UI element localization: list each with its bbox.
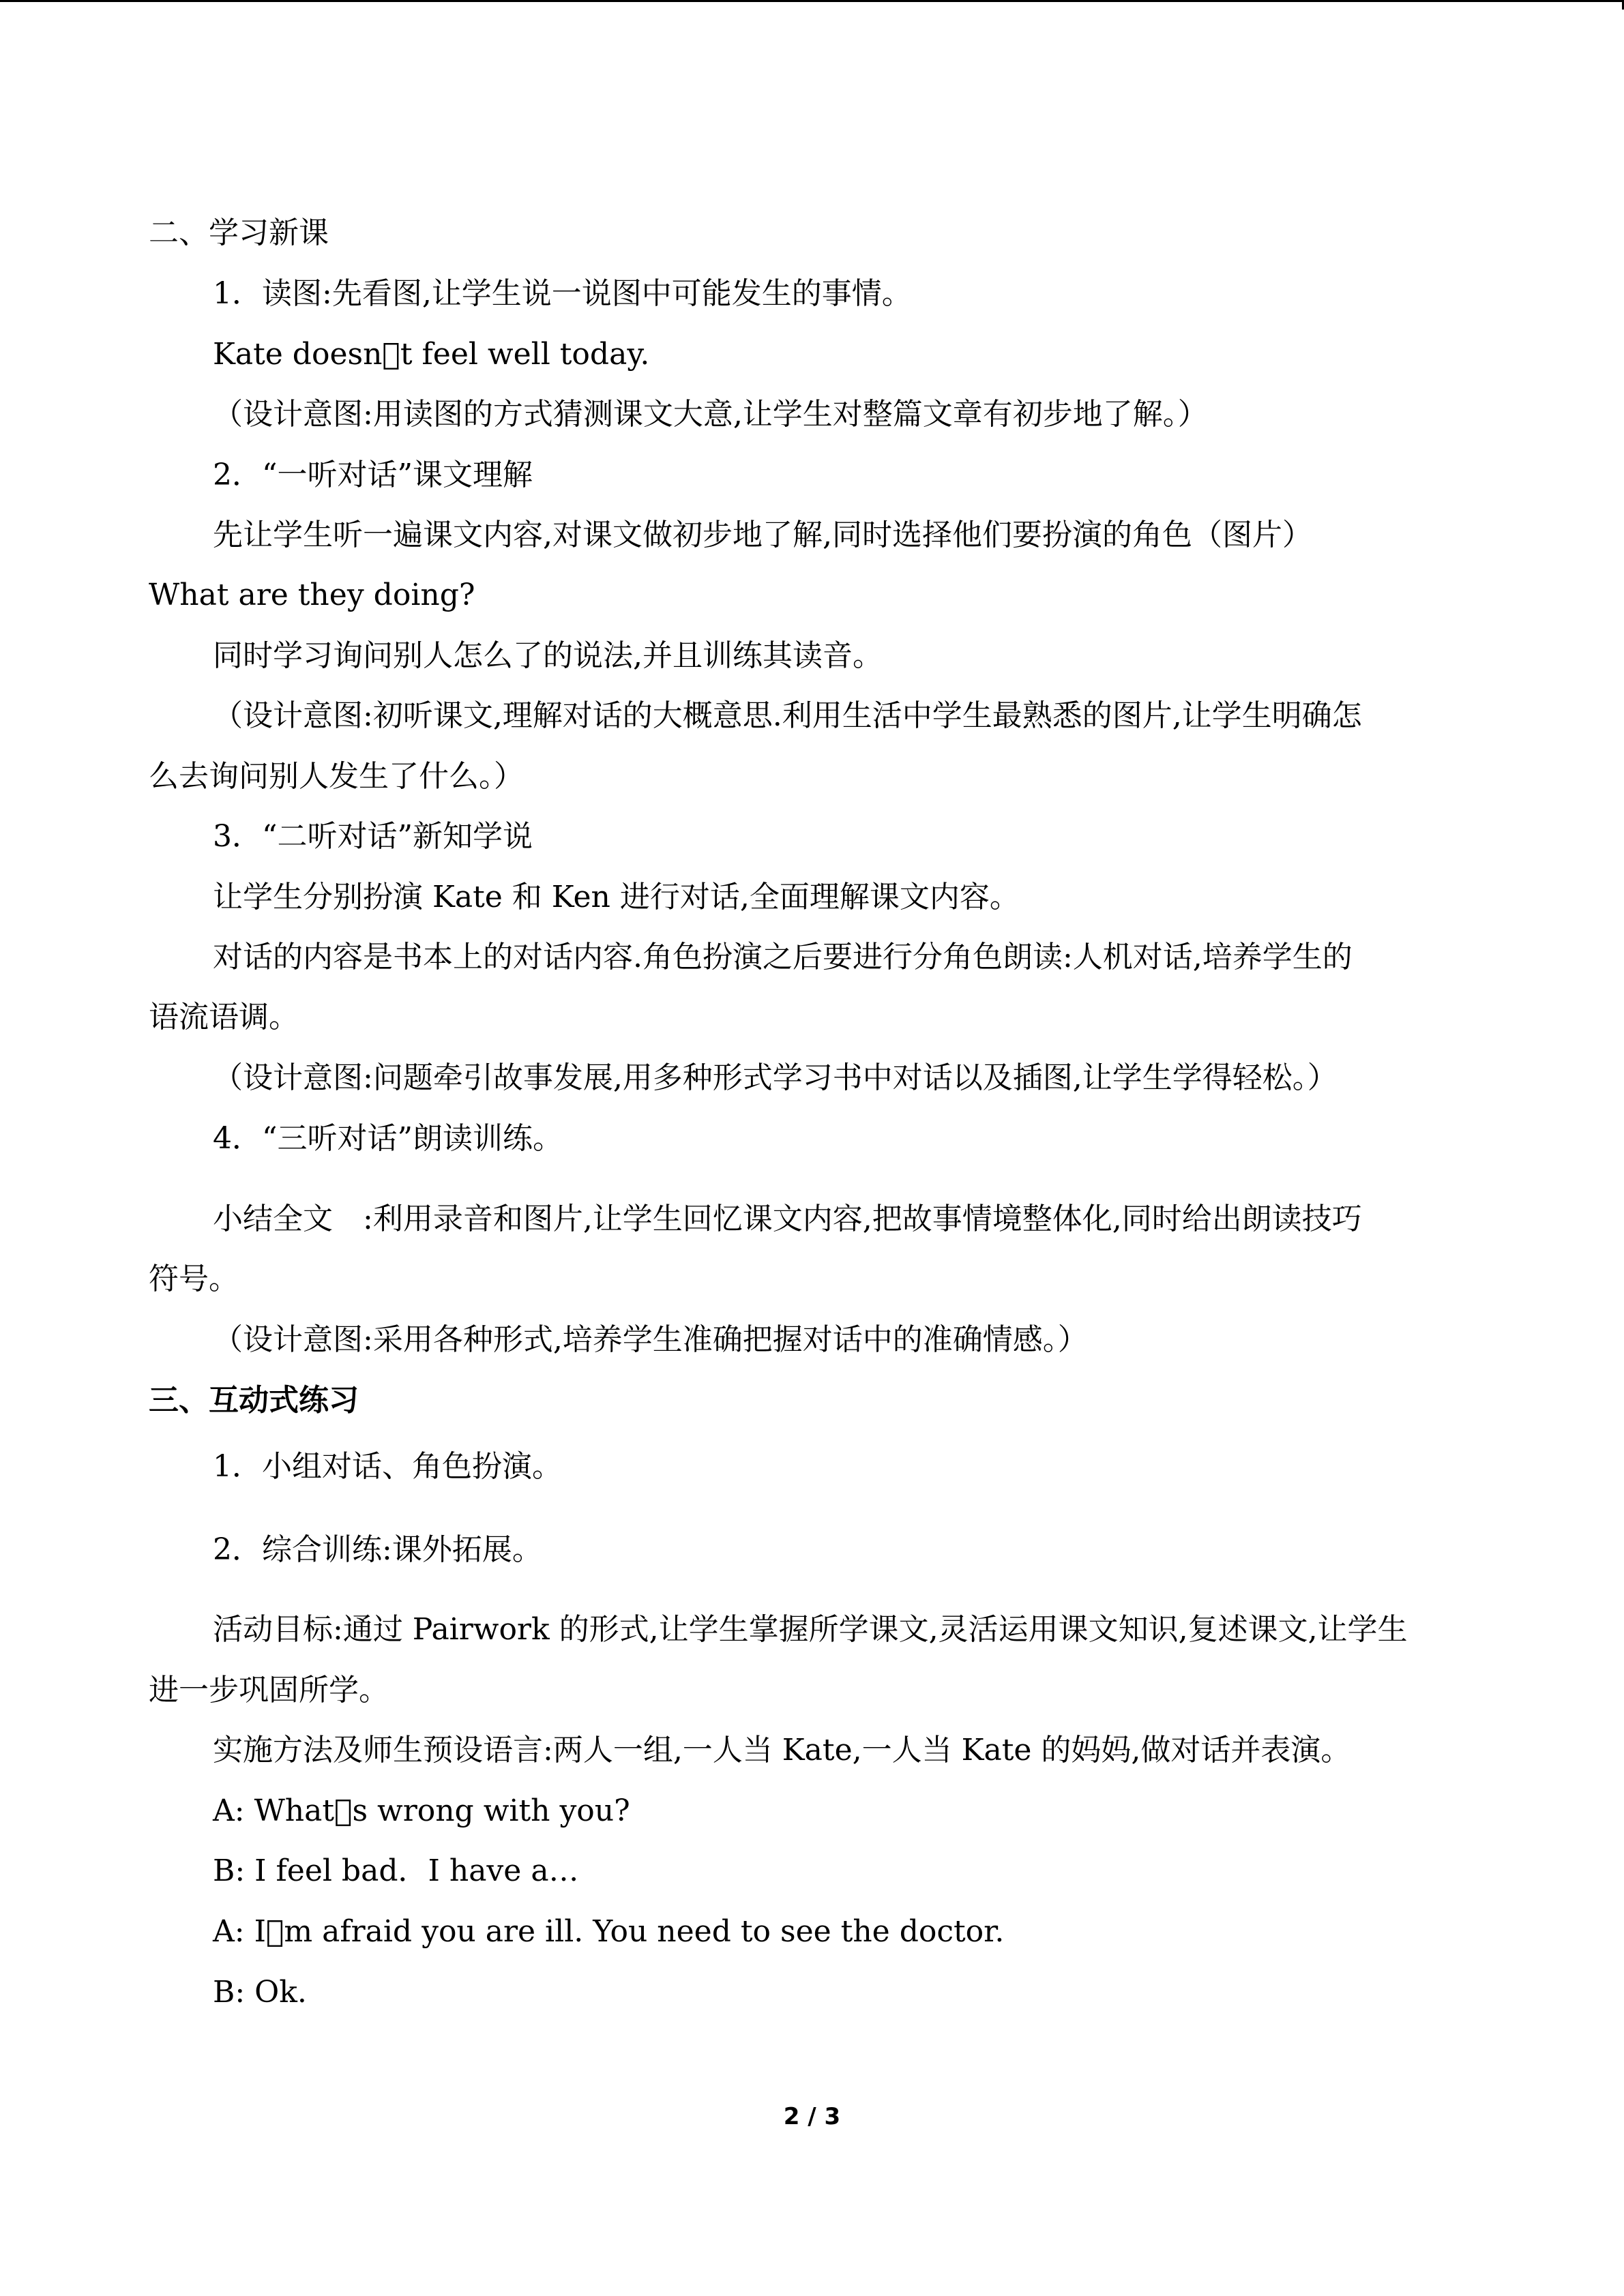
design-intent-4: （设计意图:采用各种形式,培养学生准确把握对话中的准确情感。） [213,1322,1088,1357]
practice-1-group-dialogue: 1．小组对话、角色扮演。 [213,1449,562,1484]
dialogue-line-b1: B: I feel bad．I have a… [213,1853,579,1888]
summary-line-1: 小结全文 :利用录音和图片,让学生回忆课文内容,把故事情境整体化,同时给出朗读技巧 [213,1202,1362,1236]
dialogue-line-a2: A: I m afraid you are ill. You need to see the doctor. [213,1914,1005,1949]
step-3-second-listen: 3．“二听对话”新知学说 [213,819,533,854]
paragraph-dialogue-line-1: 对话的内容是书本上的对话内容.角色扮演之后要进行分角色朗读:人机对话,培养学生的 [213,940,1353,974]
section-heading-interactive-practice: 三、互动式练习 [149,1383,359,1418]
summary-line-2: 符号。 [149,1262,239,1296]
design-intent-2-line-1: （设计意图:初听课文,理解对话的大概意思.利用生活中学生最熟悉的图片,让学生明确怎 [213,698,1362,733]
example-question: What are they doing? [149,578,475,612]
step-2-first-listen: 2．“一听对话”课文理解 [213,458,533,492]
dialogue-line-b2: B: Ok. [213,1975,307,2010]
example-sentence: Kate doesn t feel well today. [213,337,650,372]
step-4-third-listen: 4．“三听对话”朗读训练。 [213,1121,563,1156]
page-top-border [0,0,1624,2]
implementation-method: 实施方法及师生预设语言:两人一组,一人当 Kate,一人当 Kate 的妈妈,做对话并表演。 [213,1733,1351,1768]
dialogue-line-a1: A: What s wrong with you? [213,1793,630,1828]
paragraph-role-play: 让学生分别扮演 Kate 和 Ken 进行对话,全面理解课文内容。 [213,880,1020,914]
section-heading-learn-new-lesson: 二、学习新课 [149,215,329,250]
paragraph-ask-others: 同时学习询问别人怎么了的说法,并且训练其读音。 [213,638,883,673]
design-intent-2-line-2: 么去询问别人发生了什么。） [149,759,524,794]
page-number: 2 / 3 [783,2103,841,2130]
practice-2-comprehensive-training: 2．综合训练:课外拓展。 [213,1532,542,1567]
paragraph-first-listen: 先让学生听一遍课文内容,对课文做初步地了解,同时选择他们要扮演的角色（图片） [213,518,1312,552]
design-intent-1: （设计意图:用读图的方式猜测课文大意,让学生对整篇文章有初步地了解。） [213,397,1208,432]
activity-goal-line-2: 进一步巩固所学。 [149,1673,389,1708]
paragraph-dialogue-line-2: 语流语调。 [149,1000,299,1034]
step-1-read-picture: 1．读图:先看图,让学生说一说图中可能发生的事情。 [213,276,912,311]
activity-goal-line-1: 活动目标:通过 Pairwork 的形式,让学生掌握所学课文,灵活运用课文知识,复述课文,让学生 [213,1612,1408,1647]
design-intent-3: （设计意图:问题牵引故事发展,用多种形式学习书中对话以及插图,让学生学得轻松。） [213,1060,1338,1095]
